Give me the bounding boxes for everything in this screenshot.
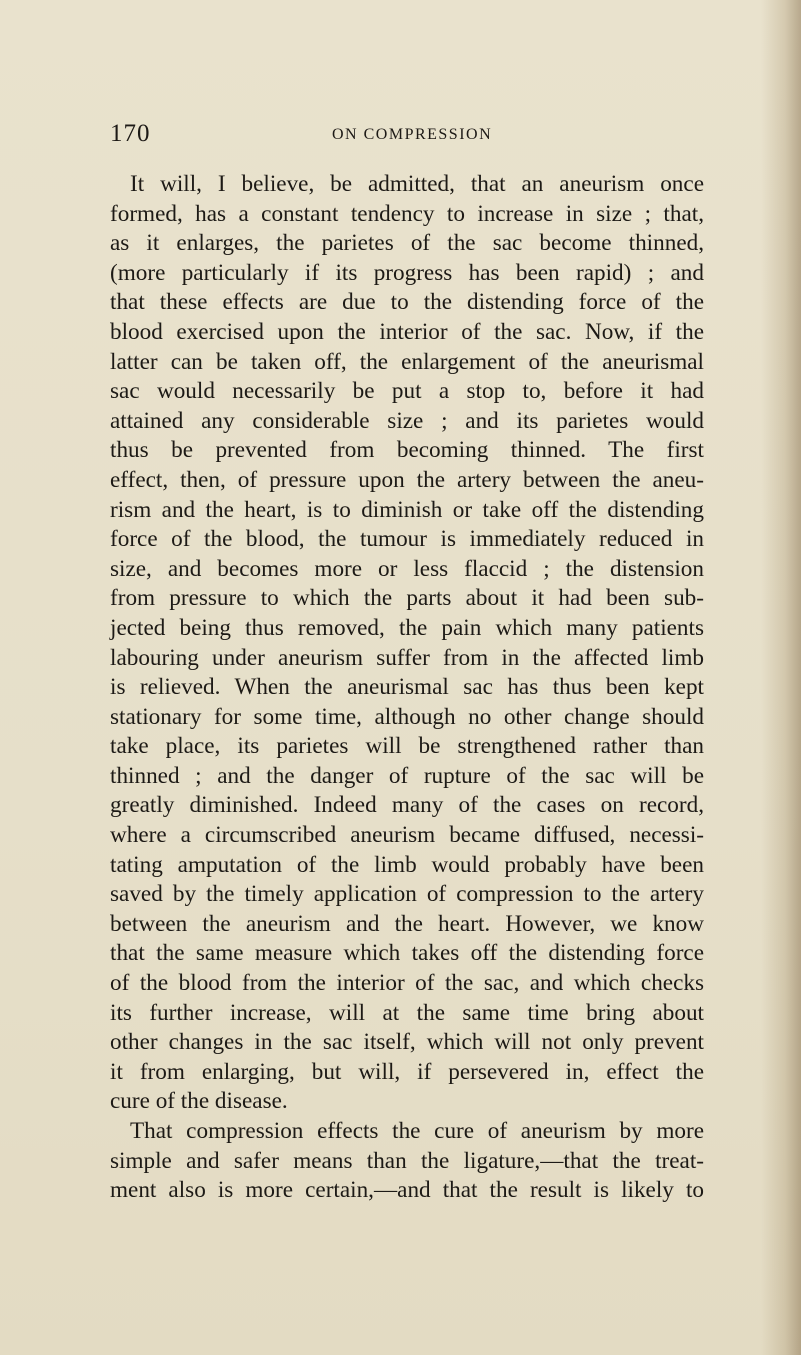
text-line: sac would necessarily be put a stop to, before it had — [110, 378, 704, 405]
text-line: jected being thus removed, the pain which many patients — [110, 614, 704, 641]
text-line: that the same measure which takes off the distending force — [110, 940, 704, 967]
text-line: as it enlarges, the parietes of the sac become thinned, — [110, 230, 704, 257]
text-line: of the blood from the interior of the sac, and which checks — [110, 970, 704, 997]
text-line: is relieved. When the aneurismal sac has thus been kept — [110, 674, 704, 701]
text-line: latter can be taken off, the enlargement of the aneurismal — [110, 348, 704, 375]
text-line: its further increase, will at the same time bring about — [110, 999, 704, 1026]
text-line: take place, its parietes will be strengthened rather than — [110, 733, 704, 760]
text-line: formed, has a constant tendency to increase in size ; that, — [110, 200, 704, 227]
text-line: between the aneurism and the heart. However, we know — [110, 910, 704, 937]
text-line: stationary for some time, although no other change should — [110, 703, 704, 730]
text-line: blood exercised upon the interior of the sac. Now, if the — [110, 318, 704, 345]
paragraph-1 — [110, 170, 704, 1117]
text-line: tating amputation of the limb would probably have been — [110, 851, 704, 878]
text-line: attained any considerable size ; and its parietes would — [110, 407, 704, 434]
paragraph-2 — [110, 1117, 704, 1206]
running-head — [110, 120, 710, 150]
running-head-title: ON COMPRESSION — [332, 126, 493, 143]
text-line: cure of the disease. — [110, 1088, 288, 1115]
text-line: effect, then, of pressure upon the artery between the aneu- — [110, 466, 704, 493]
body-text — [110, 170, 704, 1206]
text-line: rism and the heart, is to diminish or take off the distending — [110, 496, 704, 523]
text-line: (more particularly if its progress has been rapid) ; and — [110, 259, 704, 286]
text-line: other changes in the sac itself, which will not only prevent — [110, 1029, 704, 1056]
text-line: thinned ; and the danger of rupture of the sac will be — [110, 762, 704, 789]
text-line: that these effects are due to the distending force of the — [110, 289, 704, 316]
text-line: ment also is more certain,—and that the result is likely to — [110, 1177, 704, 1204]
text-line: That compression effects the cure of aneurism by more — [130, 1118, 704, 1144]
text-line: simple and safer means than the ligature,—that the treat- — [110, 1147, 704, 1174]
page-number: 170 — [110, 120, 151, 147]
text-line: size, and becomes more or less flaccid ; the distension — [110, 555, 704, 582]
text-line: thus be prevented from becoming thinned. The first — [110, 437, 704, 464]
text-line: it from enlarging, but will, if persevered in, effect the — [110, 1058, 704, 1085]
text-line: labouring under aneurism suffer from in the affected limb — [110, 644, 704, 671]
text-line: from pressure to which the parts about it had been sub- — [110, 585, 704, 612]
text-line: greatly diminished. Indeed many of the cases on record, — [110, 792, 704, 819]
text-line: It will, I believe, be admitted, that an aneurism once — [130, 171, 704, 197]
text-line: force of the blood, the tumour is immediately reduced in — [110, 526, 704, 553]
text-line: saved by the timely application of compression to the artery — [110, 881, 704, 908]
text-line: where a circumscribed aneurism became diffused, necessi- — [110, 822, 704, 849]
